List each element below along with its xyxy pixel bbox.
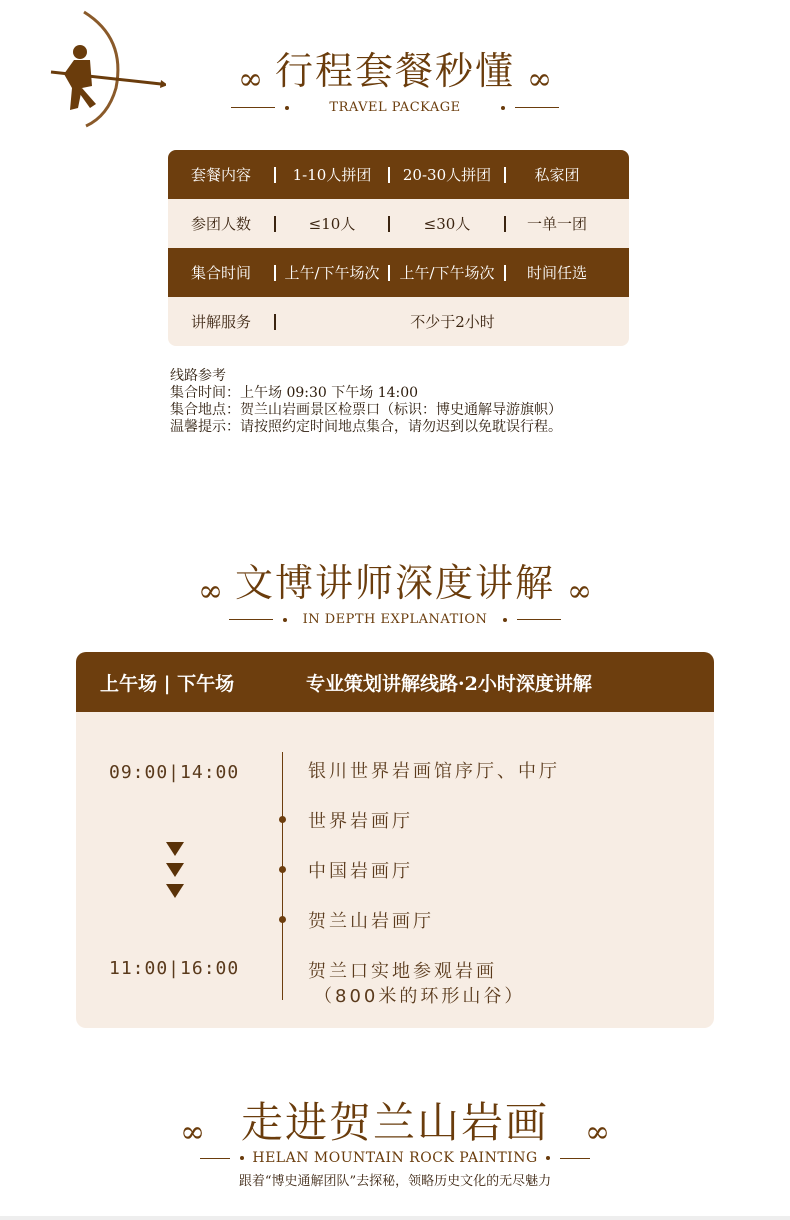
- section2-subtitle: IN DEPTH EXPLANATION: [302, 612, 488, 627]
- infinity-ornament-icon: ∞: [197, 574, 223, 609]
- tagline: 跟着“博史通解团队”去探秘，领略历史文化的无尽魅力: [238, 1174, 552, 1189]
- route-label: 专业策划讲解线路·2小时深度讲解: [306, 672, 592, 695]
- schedule-card: [76, 652, 714, 1028]
- package-cell: 一单一团: [526, 215, 587, 233]
- stop-item: 中国岩画厅: [308, 861, 413, 882]
- package-row: [168, 199, 629, 248]
- stop-item: 银川世界岩画馆序厅、中厅: [308, 761, 560, 782]
- package-row: [168, 150, 629, 199]
- notes-line: 集合时间：上午场 09:30 下午场 14:00: [170, 385, 419, 401]
- infinity-ornament-icon: ∞: [237, 62, 263, 97]
- timeline-line: [282, 752, 283, 1000]
- package-table: [168, 150, 629, 346]
- infinity-ornament-icon: ∞: [179, 1115, 205, 1150]
- section1-subtitle-line: [0, 100, 790, 115]
- section1-title: 行程套餐秒懂: [274, 49, 515, 93]
- section1-heading: [0, 40, 790, 97]
- section1-subtitle: TRAVEL PACKAGE: [329, 100, 461, 115]
- section3-subtitle-line: [0, 1150, 790, 1166]
- notes-line: 线路参考: [170, 368, 226, 384]
- stop-item: 世界岩画厅: [308, 811, 413, 832]
- bottom-divider: [0, 1216, 790, 1220]
- infinity-ornament-icon: ∞: [585, 1115, 610, 1150]
- package-cell: 集合时间: [190, 264, 251, 282]
- package-cell: 1-10人拼团: [292, 166, 372, 184]
- package-row: [168, 248, 629, 297]
- time-end: 11:00|16:00: [109, 958, 240, 979]
- schedule-header: [76, 652, 714, 712]
- package-cell: 讲解服务: [190, 313, 251, 331]
- infinity-ornament-icon: ∞: [567, 574, 592, 609]
- timeline-dot: [279, 866, 286, 873]
- package-cell: 上午/下午场次: [284, 264, 380, 282]
- package-row: [168, 297, 629, 346]
- section2-heading: [0, 552, 790, 609]
- section3-subtitle: HELAN MOUNTAIN ROCK PAINTING: [252, 1150, 538, 1166]
- down-arrow-icon: [166, 842, 184, 856]
- stop-item: （800米的环形山谷）: [314, 986, 526, 1007]
- down-arrow-icon: [166, 863, 184, 877]
- route-notes: [170, 368, 562, 436]
- timeline-dot: [279, 916, 286, 923]
- notes-line: 温馨提示：请按照约定时间地点集合，请勿迟到以免耽误行程。: [170, 419, 562, 435]
- timeline-dot: [279, 816, 286, 823]
- stop-item: 贺兰口实地参观岩画: [308, 961, 497, 982]
- package-cell: 上午/下午场次: [399, 264, 495, 282]
- down-arrow-icon: [166, 884, 184, 898]
- package-cell: 套餐内容: [190, 166, 251, 184]
- package-cell: ≤30人: [423, 215, 471, 233]
- notes-line: 集合地点：贺兰山岩画景区检票口（标识：博史通解导游旗帜）: [170, 402, 562, 418]
- package-cell: ≤10人: [308, 215, 356, 233]
- package-cell: 不少于2小时: [410, 313, 495, 331]
- section2-subtitle-line: [0, 612, 790, 627]
- section3-heading: [0, 1090, 790, 1150]
- package-cell: 参团人数: [190, 215, 251, 233]
- stop-item: 贺兰山岩画厅: [308, 911, 434, 932]
- package-cell: 时间任选: [526, 264, 587, 282]
- infinity-ornament-icon: ∞: [527, 62, 552, 97]
- package-cell: 私家团: [534, 166, 580, 184]
- package-cell: 20-30人拼团: [402, 166, 492, 184]
- section3-title: 走进贺兰山岩画: [240, 1098, 549, 1147]
- session-label: 上午场 | 下午场: [100, 672, 235, 695]
- time-start: 09:00|14:00: [109, 762, 240, 783]
- section2-title: 文博讲师深度讲解: [234, 561, 555, 605]
